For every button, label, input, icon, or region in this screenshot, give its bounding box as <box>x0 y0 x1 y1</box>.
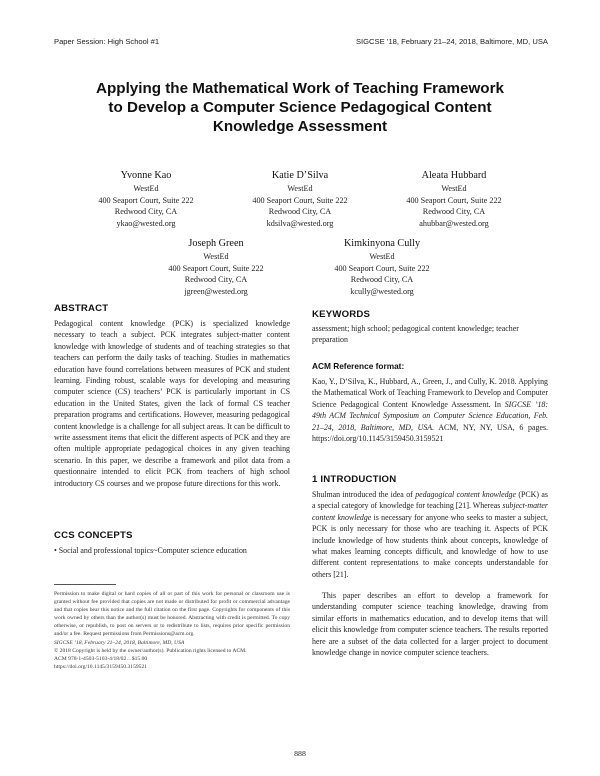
author-org: WestEd <box>441 184 467 193</box>
author-block <box>369 169 539 229</box>
author-city: Redwood City, CA <box>350 275 414 284</box>
paper-title <box>60 79 540 136</box>
author-name: Yvonne Kao <box>120 170 172 181</box>
intro-text: (PCK) as a special category of knowledge for teaching [21]. Whereas <box>312 490 548 511</box>
author-address: 400 Seaport Court, Suite 222 <box>98 195 194 205</box>
reference-heading: ACM Reference format: <box>312 361 405 371</box>
author-name: Katie D’Silva <box>271 170 329 181</box>
author-address: 400 Seaport Court, Suite 222 <box>406 195 502 205</box>
author-email[interactable]: kcully@wested.org <box>350 286 414 296</box>
footnote-venue: SIGCSE ’18, February 21–24, 2018, Baltimore, MD, USA <box>54 639 185 646</box>
intro-term-content: subject-matter content knowledge <box>312 501 548 522</box>
keywords-heading: KEYWORDS <box>312 309 371 320</box>
author-city: Redwood City, CA <box>268 207 332 216</box>
abstract-heading: ABSTRACT <box>54 303 109 314</box>
intro-text: is necessary for anyone who seeks to master a subject, PCK is only necessary for those who are teaching it. Aspects of PCK include knowledge of how students think about concepts, knowledge of what makes learning concepts difficult, and knowledge of how to use different content representations to make concepts understandable for others [21]. <box>312 512 548 579</box>
footnote-isbn: ACM 978-1-4503-5103-4/18/02…$15.00 <box>54 655 148 662</box>
author-name: Aleata Hubbard <box>421 170 487 181</box>
author-email[interactable]: kdsilva@wested.org <box>266 218 334 228</box>
reference-publisher: ACM, NY, NY, USA, 6 pages. https://doi.org/10.1145/3159450.3159521 <box>312 422 548 444</box>
author-block <box>61 169 231 229</box>
footnote-copyright: © 2018 Copyright is held by the owner/author(s). Publication rights licensed to ACM. <box>54 647 247 654</box>
abstract-text: Pedagogical content knowledge (PCK) is specialized knowledge necessary to teach a subject. PCK integrates subject-matter content knowledge with knowledge of students and of teaching strategies so that teachers can perform the daily tasks of teaching. Studies in mathematics education have found correlations between measures of PCK and student learning. Finding robust, scalable ways for developing and measuring computer science (CS) teachers’ PCK is particularly important in CS education in the United States, given the lack of formal CS teacher preparation programs and certifications. However, measuring pedagogical content knowledge is a challenge for all subject areas. It can be difficult to write assessment items that elicit the different aspects of PCK and they are often multiple appropriate pedagogical choices in any given teaching scenario. In this paper, we describe a framework and pilot data from a questionnaire intended to elicit PCK from teachers of high school introductory CS courses and we propose future directions for this work. <box>54 319 290 488</box>
author-block <box>215 169 385 229</box>
author-city: Redwood City, CA <box>114 207 178 216</box>
intro-paragraph-1 <box>312 489 548 580</box>
author-org: WestEd <box>287 184 313 193</box>
intro-term-pck: pedagogical content knowledge <box>415 490 516 499</box>
author-org: WestEd <box>203 252 229 261</box>
ccs-heading: CCS CONCEPTS <box>54 530 133 541</box>
author-email[interactable]: jgreen@wested.org <box>184 286 248 296</box>
author-org: WestEd <box>369 252 395 261</box>
intro-heading: 1 INTRODUCTION <box>312 474 397 485</box>
reference-authors: Kao, Y., D’Silva, K., Hubbard, A., Green, J., and Cully, K. 2018. Applying the Mathematical Work of Teaching Framework to Develop and Computer Science Pedagogical Content Knowledge Assessment. In <box>312 377 548 409</box>
intro-text: Shulman introduced the idea of <box>312 490 416 499</box>
permission-notice: Permission to make digital or hard copies of all or part of this work for personal or classroom use is granted without fee provided that copies are not made or distributed for profit or commercial advantage and that copies bear this notice and the full citation on the first page. Copyrights for components of this work owned by others than the author(s) must be honored. Abstracting with credit is permitted. To copy otherwise, or republish, to post on servers or to redistribute to lists, requires prior specific permission and/or a fee. Request permissions from Permissions@acm.org. <box>54 591 290 638</box>
title-line-1: Applying the Mathematical Work of Teaching Framework <box>96 80 504 97</box>
author-address: 400 Seaport Court, Suite 222 <box>252 195 348 205</box>
author-address: 400 Seaport Court, Suite 222 <box>168 263 264 273</box>
running-header-left: Paper Session: High School #1 <box>54 37 160 46</box>
title-line-2: to Develop a Computer Science Pedagogical Content <box>108 99 492 116</box>
author-email[interactable]: ahubbar@wested.org <box>419 218 489 228</box>
ccs-text: • Social and professional topics~Computer science education <box>54 546 247 555</box>
author-city: Redwood City, CA <box>184 275 248 284</box>
author-address: 400 Seaport Court, Suite 222 <box>334 263 430 273</box>
author-name: Joseph Green <box>188 238 244 249</box>
page-number: 888 <box>294 749 306 758</box>
author-block <box>297 237 467 297</box>
footnote-rule <box>54 584 116 585</box>
author-city: Redwood City, CA <box>422 207 486 216</box>
reference-venue: SIGCSE ’18: 49th ACM Technical Symposium on Computer Science Education, Feb. 21–24, 2018, Baltimore, MD, USA. <box>312 399 548 432</box>
keywords-text: assessment; high school; pedagogical content knowledge; teacher preparation <box>312 324 519 345</box>
title-line-3: Knowledge Assessment <box>212 118 388 135</box>
running-header-right: SIGCSE ’18, February 21–24, 2018, Baltimore, MD, USA <box>355 37 548 46</box>
author-email[interactable]: ykao@wested.org <box>116 218 176 228</box>
reference-text <box>312 376 548 444</box>
author-block <box>131 237 301 297</box>
intro-paragraph-2: This paper describes an effort to develop a framework for understanding computer science teaching knowledge, drawing from similar efforts in mathematics education, and to develop items that will elicit this knowledge from computer science teachers. The results reported here are a subset of the data collected for a larger project to document knowledge change in novice computer science teachers. <box>312 591 548 658</box>
footnote-doi[interactable]: https://doi.org/10.1145/3159450.3159521 <box>54 663 148 670</box>
footnote <box>54 590 290 671</box>
author-name: Kimkinyona Cully <box>343 238 421 249</box>
author-org: WestEd <box>133 184 159 193</box>
